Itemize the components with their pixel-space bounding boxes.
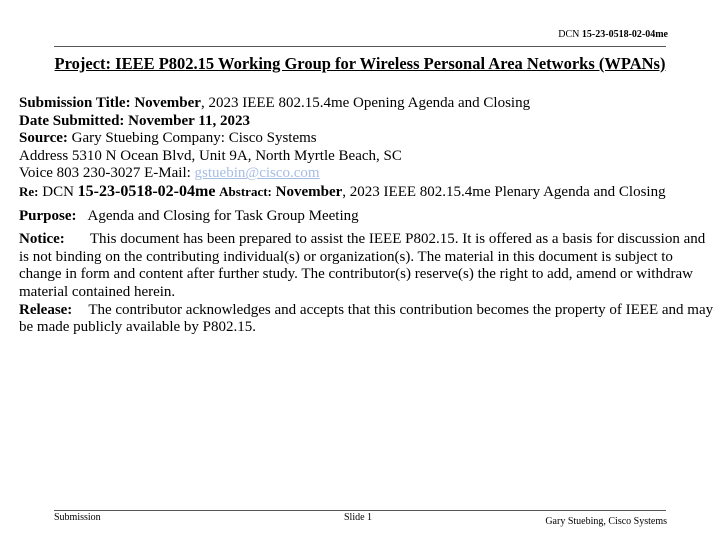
submission-body <box>19 95 714 337</box>
re-number: 15-23-0518-02-04me <box>77 182 216 200</box>
voice-email-line <box>19 165 714 183</box>
notice-label: Notice: <box>19 231 65 248</box>
footer-author: Gary Stuebing, Cisco Systems <box>545 516 667 527</box>
notice-value: This document has been prepared to assist the IEEE P802.15. It is offered as a basis for discussion and is not binding on the contributing individual(s) or organization(s). The material in this document is subject to change in form and content after further study. The contributor(s) reserve(s) the right to add, amend or withdraw material contained herein. <box>19 231 706 300</box>
re-label: Re: <box>19 183 39 199</box>
header-divider <box>54 46 666 47</box>
footer-slide-number: Slide 1 <box>344 512 373 523</box>
email-link[interactable]: gstuebin@cisco.com <box>194 165 320 182</box>
submission-title-label: Submission Title: November <box>19 95 201 111</box>
address-line: Address 5310 N Ocean Blvd, Unit 9A, North Myrtle Beach, SC <box>19 147 402 164</box>
date-submitted: Date Submitted: November 11, 2023 <box>19 112 250 129</box>
project-title: Project: IEEE P802.15 Working Group for Wireless Personal Area Networks (WPANs) <box>54 54 666 73</box>
abstract-value: , 2023 IEEE 802.15.4me Plenary Agenda and Closing <box>342 183 666 200</box>
notice-paragraph <box>19 231 714 301</box>
re-dcn: DCN <box>42 183 74 200</box>
submission-title-line <box>19 95 714 113</box>
footer-divider <box>54 510 666 511</box>
source-value: Gary Stuebing Company: Cisco Systems <box>71 130 317 147</box>
abstract-bold: November <box>275 183 343 200</box>
purpose-value: Agenda and Closing for Task Group Meeting <box>87 207 359 224</box>
source-line <box>19 130 714 148</box>
submission-title-value: , 2023 IEEE 802.15.4me Opening Agenda and Closing <box>200 95 531 111</box>
re-abstract-line <box>19 183 714 202</box>
date-submitted-line <box>19 113 714 131</box>
release-label: Release: <box>19 301 73 318</box>
voice-email-prefix: Voice 803 230-3027 E-Mail: <box>19 165 195 182</box>
dcn-header <box>558 29 668 40</box>
dcn-number: 15-23-0518-02-04me <box>581 29 668 40</box>
abstract-label: Abstract: <box>219 183 272 199</box>
release-value: The contributor acknowledges and accepts that this contribution becomes the property of IEEE and may be made publicly available by P802.15. <box>19 301 714 336</box>
release-paragraph <box>19 302 714 337</box>
footer-submission: Submission <box>54 512 101 523</box>
dcn-label: DCN <box>558 29 580 40</box>
purpose-label: Purpose: <box>19 207 77 224</box>
purpose-line <box>19 208 714 226</box>
source-label: Source: <box>19 130 68 147</box>
